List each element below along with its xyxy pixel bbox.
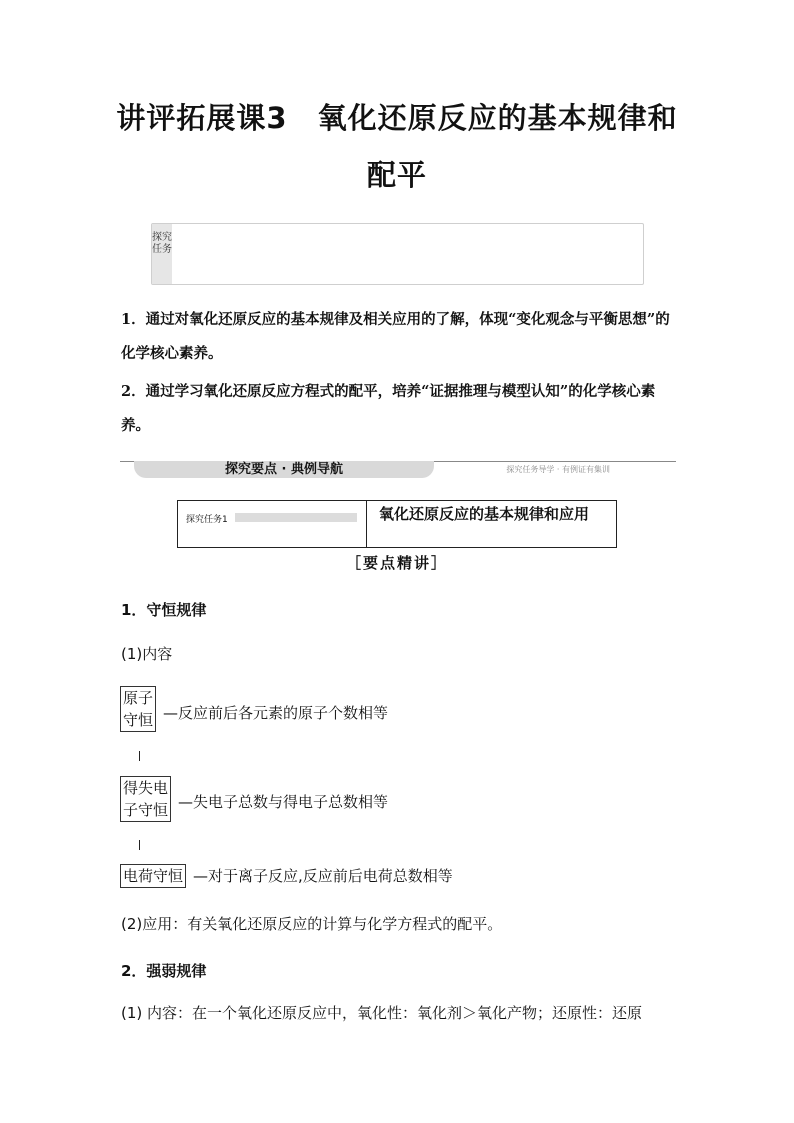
rule1-content-label: (1)内容 (121, 645, 173, 663)
connector-2 (139, 840, 140, 850)
task1-header (177, 500, 617, 548)
page-title-line2: 配平 (366, 158, 427, 192)
electron-conservation-line2: 子守恒 (123, 801, 169, 819)
rule2-content: (1) 内容：在一个氧化还原反应中，氧化性：氧化剂＞氧化产物；还原性：还原 (121, 1004, 643, 1022)
rule1-heading: 1．守恒规律 (121, 601, 207, 619)
charge-conservation-box: 电荷守恒 (120, 864, 186, 888)
section-subtitle: 探究任务导学 · 有例证有集训 (506, 465, 610, 474)
task-objective-box (151, 223, 644, 285)
page-title-line1: 讲评拓展课3 氧化还原反应的基本规律和 (116, 101, 678, 135)
task1-label-cell (178, 501, 367, 547)
key-points-heading: ［要点精讲］ (345, 554, 448, 572)
charge-conservation-desc: —对于离子反应,反应前后电荷总数相等 (193, 867, 453, 885)
electron-conservation-line1: 得失电 (123, 779, 169, 797)
goal-2: 2．通过学习氧化还原反应方程式的配平，培养“证据推理与模型认知”的化学核心素养。 (121, 383, 656, 434)
goal-1: 1．通过对氧化还原反应的基本规律及相关应用的了解，体现“变化观念与平衡思想”的化学核心素养。 (121, 311, 670, 362)
rule2-heading: 2．强弱规律 (121, 962, 207, 980)
task1-title: 氧化还原反应的基本规律和应用 (379, 505, 590, 523)
rule1-application: (2)应用：有关氧化还原反应的计算与化学方程式的配平。 (121, 915, 503, 933)
task1-label-bar (235, 513, 357, 522)
electron-conservation-box (120, 776, 171, 822)
electron-conservation-desc: —失电子总数与得电子总数相等 (178, 793, 389, 811)
section-tab: 探究要点 · 典例导航 (134, 461, 434, 478)
atom-conservation-line1: 原子 (123, 689, 154, 707)
task-objective-label: 探究任务 (152, 224, 172, 284)
connector-1 (139, 751, 140, 761)
atom-conservation-desc: —反应前后各元素的原子个数相等 (163, 704, 389, 722)
atom-conservation-line2: 守恒 (123, 711, 154, 729)
atom-conservation-box (120, 686, 156, 732)
section-header (120, 461, 676, 479)
task1-label: 探究任务1 (186, 515, 228, 525)
